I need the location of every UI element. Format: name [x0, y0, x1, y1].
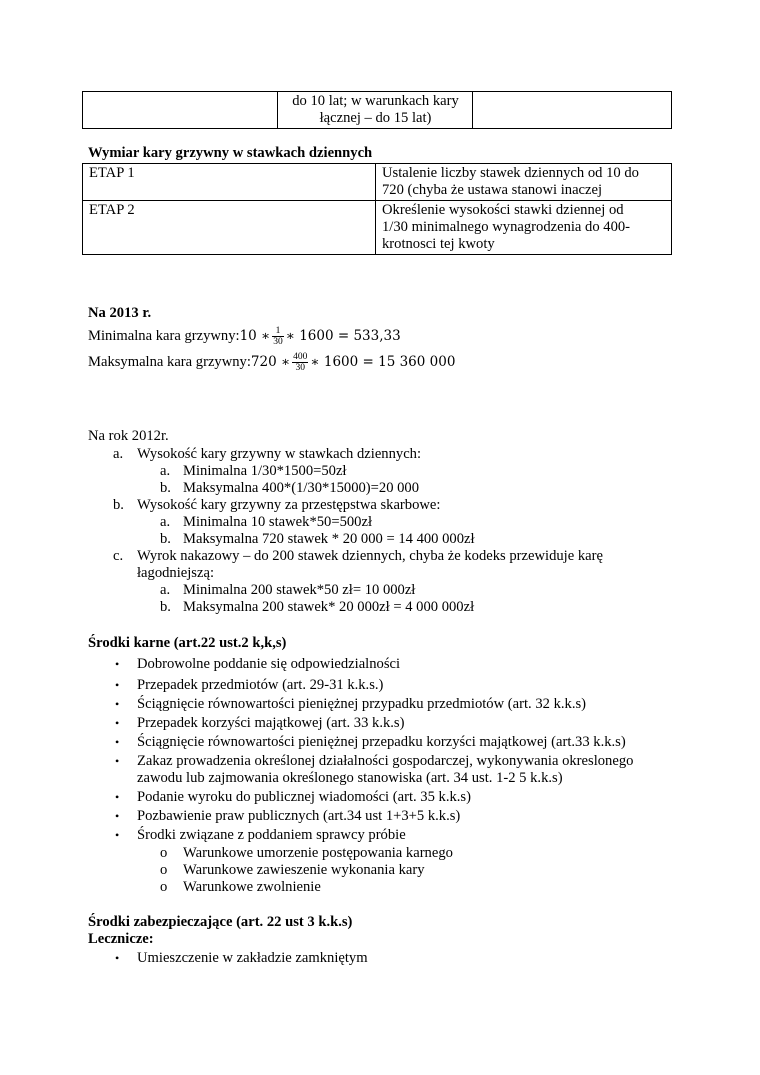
- list-item: Podanie wyroku do publicznej wiadomości (art. 35 k.k.s): [137, 789, 471, 805]
- list-item: Dobrowolne poddanie się odpowiedzialności: [137, 656, 401, 672]
- formula-part: ∗ 1600 = 15 360 000: [310, 353, 456, 370]
- list-marker: b.: [160, 531, 171, 547]
- fraction: [272, 326, 284, 347]
- fraction-denominator: 30: [273, 337, 283, 347]
- penalty-table-fragment: [82, 91, 672, 129]
- bullet-icon: •: [115, 951, 120, 965]
- bullet-icon: •: [115, 809, 120, 823]
- list-item: Minimalna 200 stawek*50 zł= 10 000zł: [183, 582, 416, 598]
- list-marker: b.: [160, 599, 171, 615]
- fraction-numerator: 400: [293, 352, 308, 362]
- list-item: Środki związane z poddaniem sprawcy próbie: [137, 827, 406, 843]
- list-item: Minimalna 10 stawek*50=500zł: [183, 514, 372, 530]
- srodki-zabezpieczajace-heading: Środki zabezpieczające (art. 22 ust 3 k.k.s): [88, 914, 353, 930]
- formula-part: ∗ 1600 = 533,33: [285, 327, 401, 344]
- formula-part: 10 ∗: [239, 327, 271, 344]
- desc-line: Ustalenie liczby stawek dziennych od 10 do: [382, 165, 639, 181]
- table-row: [83, 201, 672, 255]
- bullet-icon: •: [115, 754, 120, 768]
- list-marker: a.: [160, 514, 171, 530]
- list-item: Ściągnięcie równowartości pieniężnej przypadku przedmiotów (art. 32 k.k.s): [137, 696, 587, 712]
- list-marker: a.: [160, 582, 171, 598]
- list-item-continuation: zawodu lub zajmowania określonego stanowiska (art. 34 ust. 1-2 5 k.k.s): [137, 770, 563, 786]
- srodki-karne-heading: Środki karne (art.22 ust.2 k,k,s): [88, 635, 287, 651]
- year-2012-heading: Na rok 2012r.: [88, 428, 169, 444]
- fine-stages-table: [82, 163, 672, 255]
- list-item: Maksymalna 200 stawek* 20 000zł = 4 000 000zł: [183, 599, 475, 615]
- list-marker: b.: [113, 497, 124, 513]
- desc-line: krotnosci tej kwoty: [382, 236, 495, 252]
- bullet-icon: •: [115, 716, 120, 730]
- stage-cell: ETAP 2: [83, 201, 376, 255]
- stage-desc-cell: [376, 164, 672, 201]
- list-item: Ściągnięcie równowartości pieniężnej przepadku korzyści majątkowej (art.33 k.k.s): [137, 734, 626, 750]
- table-row: [83, 164, 672, 201]
- sub-bullet-icon: o: [160, 845, 168, 861]
- sub-bullet-icon: o: [160, 879, 168, 895]
- list-item: Maksymalna 720 stawek * 20 000 = 14 400 000zł: [183, 531, 475, 547]
- sub-bullet-icon: o: [160, 862, 168, 878]
- desc-line: 720 (chyba że ustawa stanowi inaczej: [382, 182, 603, 198]
- min-fine-formula: [88, 326, 401, 347]
- fraction: [292, 352, 308, 373]
- formula-part: 720 ∗: [250, 353, 291, 370]
- sub-list-item: Warunkowe zawieszenie wykonania kary: [183, 862, 425, 878]
- fine-heading: Wymiar kary grzywny w stawkach dziennych: [88, 145, 373, 161]
- bullet-icon: •: [115, 697, 120, 711]
- list-marker: a.: [113, 446, 124, 462]
- cell-line: łącznej – do 15 lat): [319, 110, 432, 126]
- list-item: Maksymalna 400*(1/30*15000)=20 000: [183, 480, 420, 496]
- list-marker: c.: [113, 548, 124, 564]
- list-item: Przepadek korzyści majątkowej (art. 33 k.k.s): [137, 715, 405, 731]
- list-item-continuation: łagodniejszą:: [137, 565, 214, 581]
- list-item: Minimalna 1/30*1500=50zł: [183, 463, 347, 479]
- bullet-icon: •: [115, 735, 120, 749]
- table-cell: [83, 92, 278, 129]
- list-marker: b.: [160, 480, 171, 496]
- list-item: Zakaz prowadzenia określonej działalności gospodarczej, wykonywania okreslonego: [137, 753, 634, 769]
- list-item: Pozbawienie praw publicznych (art.34 ust 1+3+5 k.k.s): [137, 808, 461, 824]
- sub-list-item: Warunkowe umorzenie postępowania karnego: [183, 845, 453, 861]
- bullet-icon: •: [115, 828, 120, 842]
- lecznicze-subheading: Lecznicze:: [88, 931, 154, 947]
- list-item: Umieszczenie w zakładzie zamkniętym: [137, 950, 368, 966]
- table-cell: [473, 92, 672, 129]
- list-item: Przepadek przedmiotów (art. 29-31 k.k.s.): [137, 677, 384, 693]
- bullet-icon: •: [115, 657, 120, 671]
- fraction-numerator: 1: [272, 326, 284, 337]
- desc-line: 1/30 minimalnego wynagrodzenia do 400-: [382, 219, 631, 235]
- list-item: Wyrok nakazowy – do 200 stawek dziennych, chyba że kodeks przewiduje karę: [137, 548, 603, 564]
- sub-list-item: Warunkowe zwolnienie: [183, 879, 321, 895]
- fraction-denominator: 30: [295, 363, 306, 373]
- cell-line: do 10 lat; w warunkach kary: [292, 93, 459, 109]
- max-fine-formula: [88, 352, 455, 373]
- bullet-icon: •: [115, 790, 120, 804]
- stage-desc-cell: [376, 201, 672, 255]
- formula-label: Maksymalna kara grzywny:: [88, 353, 251, 370]
- list-item: Wysokość kary grzywny za przestępstwa skarbowe:: [137, 497, 441, 513]
- year-2013-heading: Na 2013 r.: [88, 305, 152, 321]
- bullet-icon: •: [115, 678, 120, 692]
- formula-label: Minimalna kara grzywny:: [88, 327, 240, 344]
- list-item: Wysokość kary grzywny w stawkach dziennych:: [137, 446, 422, 462]
- list-marker: a.: [160, 463, 171, 479]
- table-row: [83, 92, 672, 129]
- desc-line: Określenie wysokości stawki dziennej od: [382, 202, 624, 218]
- table-cell: [278, 92, 473, 129]
- stage-cell: ETAP 1: [83, 164, 376, 201]
